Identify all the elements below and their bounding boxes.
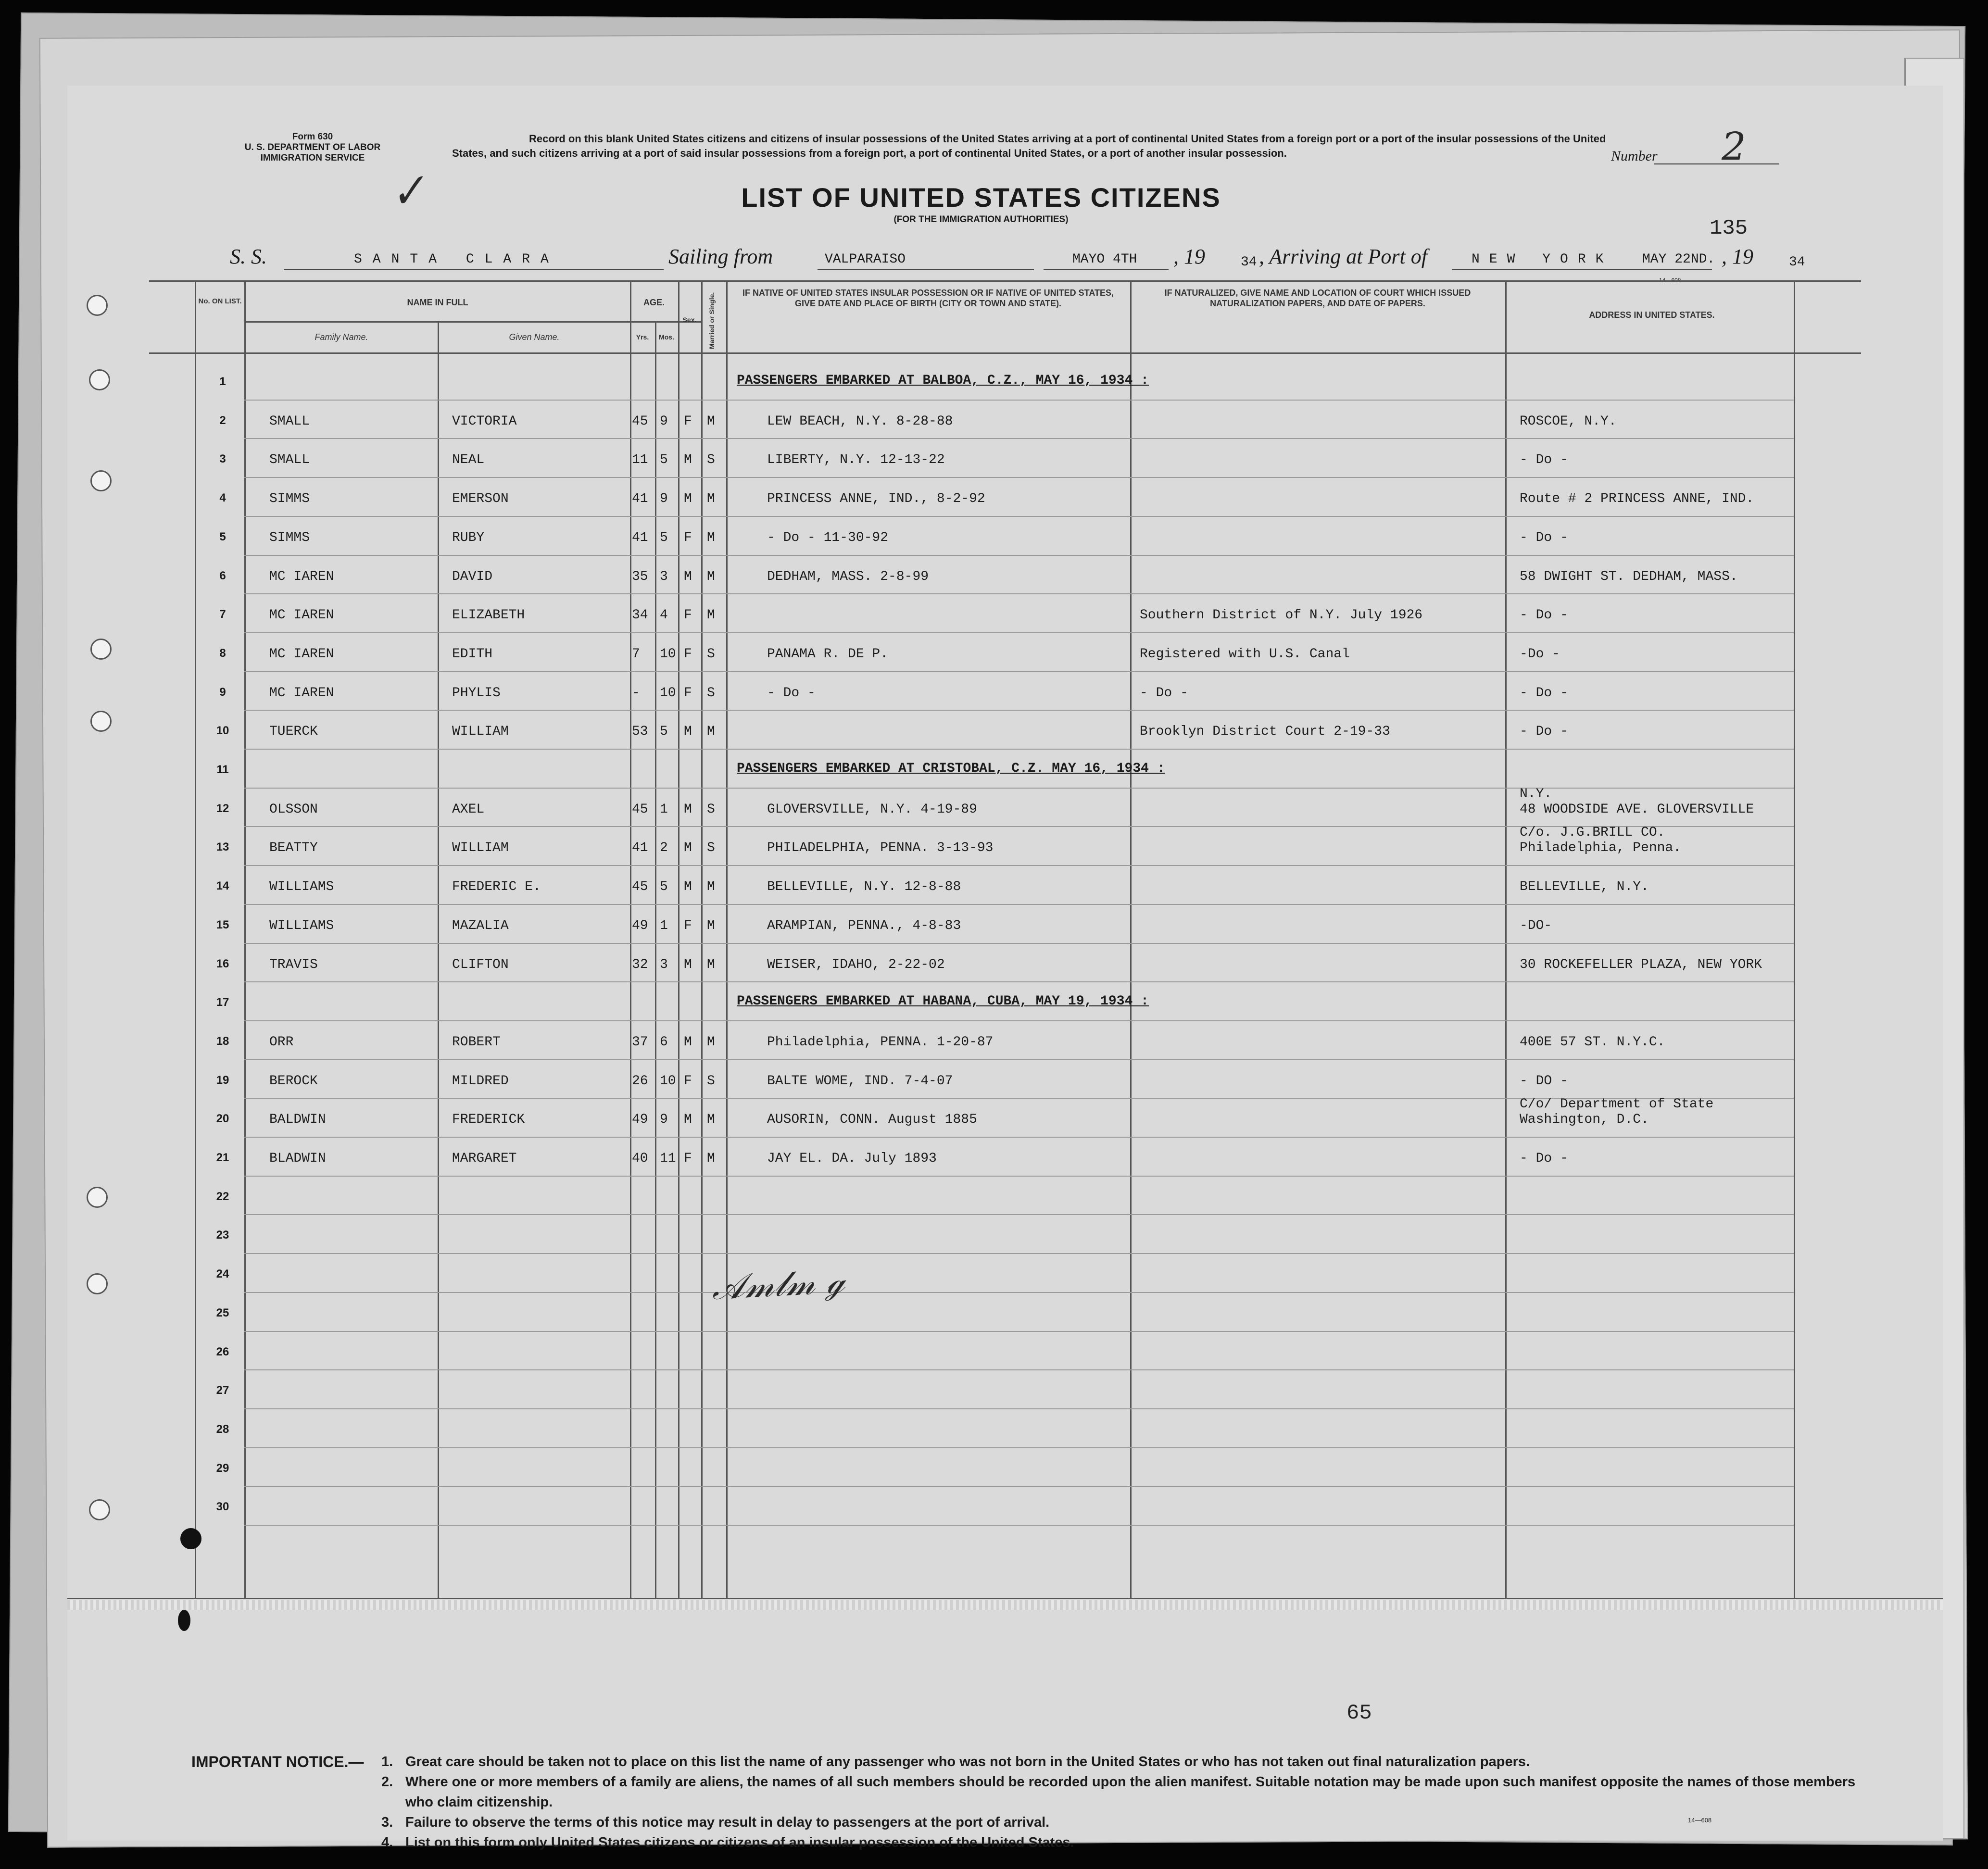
age-months: 9 bbox=[660, 414, 668, 429]
sex: F bbox=[684, 530, 692, 545]
ship-name: SANTA CLARA bbox=[354, 252, 559, 267]
header-bottom-border bbox=[149, 352, 1861, 354]
header-native-birth: IF NATIVE OF UNITED STATES INSULAR POSSESSION OR IF NATIVE OF UNITED STATES, GIVE DATE AND PLACE OF BIRTH (CITY OR TOWN AND STATE). bbox=[742, 288, 1114, 308]
year-label-2: , 19 bbox=[1722, 245, 1753, 268]
sailing-from-label: Sailing from bbox=[668, 245, 773, 268]
sailing-year: 34 bbox=[1241, 255, 1257, 270]
row-rule bbox=[244, 1447, 1794, 1448]
row-rule bbox=[244, 1331, 1794, 1332]
binder-hole bbox=[89, 1499, 110, 1520]
binder-hole bbox=[89, 369, 110, 390]
age-years: 35 bbox=[632, 569, 648, 584]
row-number: 28 bbox=[216, 1422, 229, 1436]
row-rule bbox=[244, 632, 1794, 633]
binder-hole bbox=[180, 1528, 201, 1549]
age-months: 10 bbox=[660, 646, 676, 662]
us-address: 48 WOODSIDE AVE. GLOVERSVILLE bbox=[1520, 802, 1754, 817]
binder-hole bbox=[90, 711, 112, 732]
inspector-signature: 𝒜𝓂𝓁𝓂 ℊ bbox=[710, 1260, 846, 1308]
age-years: 45 bbox=[632, 802, 648, 817]
row-number: 16 bbox=[216, 957, 229, 970]
given-name: MILDRED bbox=[452, 1073, 509, 1089]
us-address: -Do - bbox=[1520, 646, 1560, 662]
marital-status: M bbox=[707, 1112, 715, 1128]
arrival-date: MAY 22ND. bbox=[1642, 252, 1715, 267]
section-header: PASSENGERS EMBARKED AT HABANA, CUBA, MAY 19, 1934 : bbox=[737, 994, 1149, 1009]
family-name: MC IAREN bbox=[269, 569, 334, 584]
marital-status: M bbox=[707, 414, 715, 429]
notice-item: 4. List on this form only United States citizens or citizens of an insular possession of the United States. bbox=[381, 1835, 1074, 1850]
row-number: 30 bbox=[216, 1500, 229, 1514]
bottom-perforation bbox=[67, 1600, 1943, 1610]
row-number: 10 bbox=[216, 724, 229, 738]
row-number: 12 bbox=[216, 802, 229, 815]
us-address-line: C/o/ Department of State bbox=[1520, 1097, 1714, 1112]
birth-place-date: PANAMA R. DE P. bbox=[767, 646, 889, 662]
family-name: ORR bbox=[269, 1034, 294, 1050]
arrival-port: NEW YORK bbox=[1472, 252, 1613, 267]
header-address: ADDRESS IN UNITED STATES. bbox=[1589, 310, 1715, 320]
form-number: Form 630 bbox=[292, 132, 333, 142]
marital-status: M bbox=[707, 569, 715, 584]
ship-underline bbox=[284, 269, 664, 270]
header-name-in-full: NAME IN FULL bbox=[407, 298, 468, 307]
given-name: CLIFTON bbox=[452, 957, 509, 972]
row-number: 8 bbox=[219, 646, 226, 660]
sex: M bbox=[684, 957, 692, 972]
number-underline bbox=[1654, 163, 1779, 164]
row-number: 18 bbox=[216, 1034, 229, 1048]
header-no-on-list: No. ON LIST. bbox=[198, 297, 242, 305]
age-months: 10 bbox=[660, 1073, 676, 1089]
sex: M bbox=[684, 879, 692, 895]
us-address: - Do - bbox=[1520, 1151, 1568, 1166]
family-name: SMALL bbox=[269, 452, 310, 468]
us-address: 30 ROCKEFELLER PLAZA, NEW YORK bbox=[1520, 957, 1762, 972]
age-months: 1 bbox=[660, 918, 668, 933]
age-years: 45 bbox=[632, 414, 648, 429]
row-number: 3 bbox=[219, 452, 226, 466]
row-rule bbox=[244, 1214, 1794, 1215]
row-rule bbox=[244, 865, 1794, 866]
us-address: Route # 2 PRINCESS ANNE, IND. bbox=[1520, 491, 1754, 507]
age-months: 1 bbox=[660, 802, 668, 817]
row-number: 1 bbox=[219, 375, 226, 388]
row-number: 22 bbox=[216, 1190, 229, 1203]
us-address: Philadelphia, Penna. bbox=[1520, 840, 1682, 856]
section-header: PASSENGERS EMBARKED AT CRISTOBAL, C.Z. MAY 16, 1934 : bbox=[737, 761, 1165, 776]
sex: F bbox=[684, 1151, 692, 1166]
manifest-page bbox=[67, 86, 1943, 1850]
birth-place-date: - Do - 11-30-92 bbox=[767, 530, 889, 545]
sex: M bbox=[684, 802, 692, 817]
from-port-underline bbox=[818, 269, 1034, 270]
marital-status: M bbox=[707, 608, 715, 623]
sex: F bbox=[684, 414, 692, 429]
row-number: 11 bbox=[216, 763, 229, 776]
age-months: 6 bbox=[660, 1034, 668, 1050]
family-name: MC IAREN bbox=[269, 685, 334, 701]
family-name: WILLIAMS bbox=[269, 879, 334, 895]
from-date: MAYO 4TH bbox=[1072, 252, 1137, 267]
row-number: 15 bbox=[216, 918, 229, 931]
naturalization-court: - Do - bbox=[1140, 685, 1188, 701]
family-name: SMALL bbox=[269, 414, 310, 429]
row-rule bbox=[244, 788, 1794, 789]
family-name: SIMMS bbox=[269, 530, 310, 545]
row-rule bbox=[244, 1525, 1794, 1526]
birth-place-date: Philadelphia, PENNA. 1-20-87 bbox=[767, 1034, 994, 1050]
given-name: EMERSON bbox=[452, 491, 509, 507]
sex: F bbox=[684, 918, 692, 933]
marital-status: M bbox=[707, 530, 715, 545]
service-name: IMMIGRATION SERVICE bbox=[260, 153, 365, 163]
given-name: PHYLIS bbox=[452, 685, 501, 701]
age-months: 3 bbox=[660, 569, 668, 584]
birth-place-date: PRINCESS ANNE, IND., 8-2-92 bbox=[767, 491, 985, 507]
age-years: 37 bbox=[632, 1034, 648, 1050]
given-name: NEAL bbox=[452, 452, 485, 468]
us-address: - Do - bbox=[1520, 685, 1568, 701]
age-years: 41 bbox=[632, 491, 648, 507]
given-name: ELIZABETH bbox=[452, 608, 525, 623]
age-years: 26 bbox=[632, 1073, 648, 1089]
naturalization-court: Registered with U.S. Canal bbox=[1140, 646, 1350, 662]
family-name: OLSSON bbox=[269, 802, 318, 817]
given-name: AXEL bbox=[452, 802, 485, 817]
arriving-label: , Arriving at Port of bbox=[1259, 245, 1427, 268]
family-name: MC IAREN bbox=[269, 608, 334, 623]
age-months: 2 bbox=[660, 840, 668, 856]
marital-status: M bbox=[707, 491, 715, 507]
us-address: - Do - bbox=[1520, 452, 1568, 468]
important-notice-heading: IMPORTANT NOTICE.— bbox=[191, 1753, 364, 1770]
birth-place-date: GLOVERSVILLE, N.Y. 4-19-89 bbox=[767, 802, 977, 817]
marital-status: S bbox=[707, 452, 715, 468]
us-address: - Do - bbox=[1520, 724, 1568, 740]
age-months: 5 bbox=[660, 724, 668, 740]
row-number: 2 bbox=[219, 414, 226, 427]
age-months: 9 bbox=[660, 1112, 668, 1128]
sex: M bbox=[684, 569, 692, 584]
age-years: 45 bbox=[632, 879, 648, 895]
header-given-name: Given Name. bbox=[509, 332, 560, 342]
row-rule bbox=[244, 710, 1794, 711]
binder-hole bbox=[87, 1273, 108, 1294]
sex: F bbox=[684, 1073, 692, 1089]
us-address: - Do - bbox=[1520, 608, 1568, 623]
naturalization-court: Brooklyn District Court 2-19-33 bbox=[1140, 724, 1390, 740]
family-name: BALDWIN bbox=[269, 1112, 326, 1128]
birth-place-date: BALTE WOME, IND. 7-4-07 bbox=[767, 1073, 953, 1089]
row-rule bbox=[244, 749, 1794, 750]
row-number: 5 bbox=[219, 530, 226, 543]
row-number: 6 bbox=[219, 569, 226, 582]
given-name: ROBERT bbox=[452, 1034, 501, 1050]
row-rule bbox=[244, 1137, 1794, 1138]
sheet-list-number: 2 bbox=[1722, 124, 1746, 169]
given-name: DAVID bbox=[452, 569, 493, 584]
birth-place-date: AUSORIN, CONN. August 1885 bbox=[767, 1112, 977, 1128]
arrival-year: 34 bbox=[1789, 255, 1805, 270]
number-label: Number bbox=[1611, 148, 1658, 164]
given-name: FREDERIC E. bbox=[452, 879, 541, 895]
sex: F bbox=[684, 646, 692, 662]
row-rule bbox=[244, 593, 1794, 594]
row-rule bbox=[244, 1486, 1794, 1487]
page-subtitle: (FOR THE IMMIGRATION AUTHORITIES) bbox=[893, 214, 1069, 225]
birth-place-date: LEW BEACH, N.Y. 8-28-88 bbox=[767, 414, 953, 429]
us-address: Washington, D.C. bbox=[1520, 1112, 1649, 1128]
row-number: 14 bbox=[216, 879, 229, 893]
sex: M bbox=[684, 1112, 692, 1128]
birth-place-date: DEDHAM, MASS. 2-8-99 bbox=[767, 569, 929, 584]
row-number: 29 bbox=[216, 1461, 229, 1475]
birth-place-date: WEISER, IDAHO, 2-22-02 bbox=[767, 957, 945, 972]
row-number: 26 bbox=[216, 1345, 229, 1358]
row-number: 21 bbox=[216, 1151, 229, 1164]
us-address: BELLEVILLE, N.Y. bbox=[1520, 879, 1649, 895]
notice-item: 2. Where one or more members of a family are aliens, the names of all such members should be recorded upon the alien manifest. Suitable notation may be made upon such manifest opposite the names of those members who claim citizenship. bbox=[381, 1774, 1856, 1810]
sex: F bbox=[684, 685, 692, 701]
given-name: VICTORIA bbox=[452, 414, 517, 429]
row-number: 7 bbox=[219, 608, 226, 621]
stamp-number: 65 bbox=[1346, 1701, 1372, 1725]
row-number: 23 bbox=[216, 1229, 229, 1242]
marital-status: M bbox=[707, 724, 715, 740]
row-rule bbox=[244, 671, 1794, 672]
us-address-line: N.Y. bbox=[1520, 786, 1552, 802]
row-rule bbox=[244, 904, 1794, 905]
birth-place-date: BELLEVILLE, N.Y. 12-8-88 bbox=[767, 879, 961, 895]
row-rule bbox=[244, 1253, 1794, 1254]
column-divider bbox=[1794, 280, 1795, 1598]
from-port: VALPARAISO bbox=[825, 252, 906, 267]
table-top-border bbox=[149, 280, 1861, 282]
check-mark: ✓ bbox=[385, 163, 430, 220]
row-rule bbox=[244, 1059, 1794, 1060]
marital-status: S bbox=[707, 840, 715, 856]
marital-status: S bbox=[707, 802, 715, 817]
marital-status: S bbox=[707, 685, 715, 701]
sex: M bbox=[684, 724, 692, 740]
age-years: 11 bbox=[632, 452, 648, 468]
header-naturalized: IF NATURALIZED, GIVE NAME AND LOCATION OF COURT WHICH ISSUED NATURALIZATION PAPERS, AND DATE OF PAPERS. bbox=[1164, 288, 1471, 308]
row-number: 4 bbox=[219, 491, 226, 505]
age-years: 49 bbox=[632, 1112, 648, 1128]
age-years: 49 bbox=[632, 918, 648, 933]
sex: M bbox=[684, 840, 692, 856]
given-name: WILLIAM bbox=[452, 724, 509, 740]
row-number: 25 bbox=[216, 1306, 229, 1319]
department-name: U. S. DEPARTMENT OF LABOR bbox=[244, 142, 381, 152]
stamped-sheet-number: 135 bbox=[1710, 216, 1748, 240]
header-age: AGE. bbox=[643, 298, 665, 307]
given-name: MARGARET bbox=[452, 1151, 517, 1166]
family-name: TUERCK bbox=[269, 724, 318, 740]
row-number: 20 bbox=[216, 1112, 229, 1126]
marital-status: M bbox=[707, 957, 715, 972]
row-number: 19 bbox=[216, 1073, 229, 1087]
us-address: 400E 57 ST. N.Y.C. bbox=[1520, 1034, 1665, 1050]
row-rule bbox=[244, 981, 1794, 982]
row-rule bbox=[244, 1369, 1794, 1370]
birth-place-date: - Do - bbox=[767, 685, 816, 701]
header-months: Mos. bbox=[659, 333, 674, 341]
header-family-name: Family Name. bbox=[315, 332, 368, 342]
age-months: 10 bbox=[660, 685, 676, 701]
family-name: WILLIAMS bbox=[269, 918, 334, 933]
family-name: BEROCK bbox=[269, 1073, 318, 1089]
column-divider bbox=[195, 280, 196, 1598]
age-months: 4 bbox=[660, 608, 668, 623]
given-name: EDITH bbox=[452, 646, 493, 662]
form-code: 14—608 bbox=[1688, 1817, 1712, 1824]
binder-hole bbox=[87, 295, 108, 316]
age-years: 7 bbox=[632, 646, 640, 662]
sex: M bbox=[684, 491, 692, 507]
page-title: LIST OF UNITED STATES CITIZENS bbox=[741, 182, 1221, 213]
row-number: 17 bbox=[216, 996, 229, 1009]
form-number-block bbox=[212, 132, 414, 163]
given-name: MAZALIA bbox=[452, 918, 509, 933]
us-address: - DO - bbox=[1520, 1073, 1568, 1089]
notice-item: 3. Failure to observe the terms of this notice may result in delay to passengers at the port of arrival. bbox=[381, 1815, 1050, 1830]
notice-item: 1. Great care should be taken not to place on this list the name of any passenger who was not born in the United States or who has not taken out final naturalization papers. bbox=[381, 1754, 1530, 1769]
marital-status: M bbox=[707, 879, 715, 895]
age-years: 41 bbox=[632, 530, 648, 545]
top-instructions: Record on this blank United States citizens and citizens of insular possessions of the United States arriving at a port of continental United States from a foreign port or a port of the insular possessions of the United States, and such citizens arriving at a port of said insular possessions from a foreign port, a port of continental United States, or a port of another insular possession. bbox=[452, 133, 1606, 159]
from-date-underline bbox=[1044, 269, 1169, 270]
row-rule bbox=[244, 1408, 1794, 1409]
age-years: - bbox=[632, 685, 640, 701]
age-years: 40 bbox=[632, 1151, 648, 1166]
age-months: 3 bbox=[660, 957, 668, 972]
birth-place-date: ARAMPIAN, PENNA., 4-8-83 bbox=[767, 918, 961, 933]
age-months: 5 bbox=[660, 879, 668, 895]
birth-place-date: PHILADELPHIA, PENNA. 3-13-93 bbox=[767, 840, 994, 856]
marital-status: S bbox=[707, 1073, 715, 1089]
us-address: 58 DWIGHT ST. DEDHAM, MASS. bbox=[1520, 569, 1738, 584]
ss-label: S. S. bbox=[230, 245, 267, 268]
sex: M bbox=[684, 452, 692, 468]
age-months: 11 bbox=[660, 1151, 676, 1166]
given-name: RUBY bbox=[452, 530, 485, 545]
year-label-1: , 19 bbox=[1173, 245, 1205, 268]
column-divider bbox=[438, 321, 439, 1598]
marital-status: S bbox=[707, 646, 715, 662]
row-rule bbox=[244, 943, 1794, 944]
sex: F bbox=[684, 608, 692, 623]
section-header: PASSENGERS EMBARKED AT BALBOA, C.Z., MAY 16, 1934 : bbox=[737, 373, 1149, 388]
age-months: 9 bbox=[660, 491, 668, 507]
header-married-single: Married or Single. bbox=[708, 292, 716, 349]
marital-status: M bbox=[707, 1151, 715, 1166]
age-years: 41 bbox=[632, 840, 648, 856]
birth-place-date: JAY EL. DA. July 1893 bbox=[767, 1151, 937, 1166]
age-months: 5 bbox=[660, 452, 668, 468]
row-number: 13 bbox=[216, 840, 229, 854]
family-name: BLADWIN bbox=[269, 1151, 326, 1166]
given-name: FREDERICK bbox=[452, 1112, 525, 1128]
table-bottom-border bbox=[67, 1598, 1943, 1599]
family-name: SIMMS bbox=[269, 491, 310, 507]
age-months: 5 bbox=[660, 530, 668, 545]
marital-status: M bbox=[707, 1034, 715, 1050]
family-name: BEATTY bbox=[269, 840, 318, 856]
us-address: -DO- bbox=[1520, 918, 1552, 933]
header-years: Yrs. bbox=[636, 333, 649, 341]
family-name: TRAVIS bbox=[269, 957, 318, 972]
row-number: 24 bbox=[216, 1267, 229, 1281]
row-rule bbox=[244, 555, 1794, 556]
sex: M bbox=[684, 1034, 692, 1050]
column-divider bbox=[655, 321, 656, 1598]
us-address: - Do - bbox=[1520, 530, 1568, 545]
us-address: ROSCOE, N.Y. bbox=[1520, 414, 1617, 429]
row-rule bbox=[244, 477, 1794, 478]
row-rule bbox=[244, 1292, 1794, 1293]
marital-status: M bbox=[707, 918, 715, 933]
row-number: 9 bbox=[219, 685, 226, 699]
row-rule bbox=[244, 1020, 1794, 1021]
header-sex: Sex. bbox=[682, 316, 697, 324]
binder-hole bbox=[90, 470, 112, 491]
naturalization-court: Southern District of N.Y. July 1926 bbox=[1140, 608, 1423, 623]
binder-hole bbox=[87, 1187, 108, 1208]
age-years: 34 bbox=[632, 608, 648, 623]
row-number: 27 bbox=[216, 1384, 229, 1397]
to-port-underline bbox=[1452, 269, 1712, 270]
row-rule bbox=[244, 1176, 1794, 1177]
given-name: WILLIAM bbox=[452, 840, 509, 856]
age-years: 32 bbox=[632, 957, 648, 972]
age-years: 53 bbox=[632, 724, 648, 740]
binder-hole bbox=[90, 639, 112, 660]
binder-hole bbox=[178, 1610, 190, 1631]
birth-place-date: LIBERTY, N.Y. 12-13-22 bbox=[767, 452, 945, 468]
row-rule bbox=[244, 516, 1794, 517]
family-name: MC IAREN bbox=[269, 646, 334, 662]
row-rule bbox=[244, 438, 1794, 439]
subheader-divider bbox=[245, 321, 702, 323]
row-rule bbox=[244, 400, 1794, 401]
us-address-line: C/o. J.G.BRILL CO. bbox=[1520, 825, 1665, 840]
